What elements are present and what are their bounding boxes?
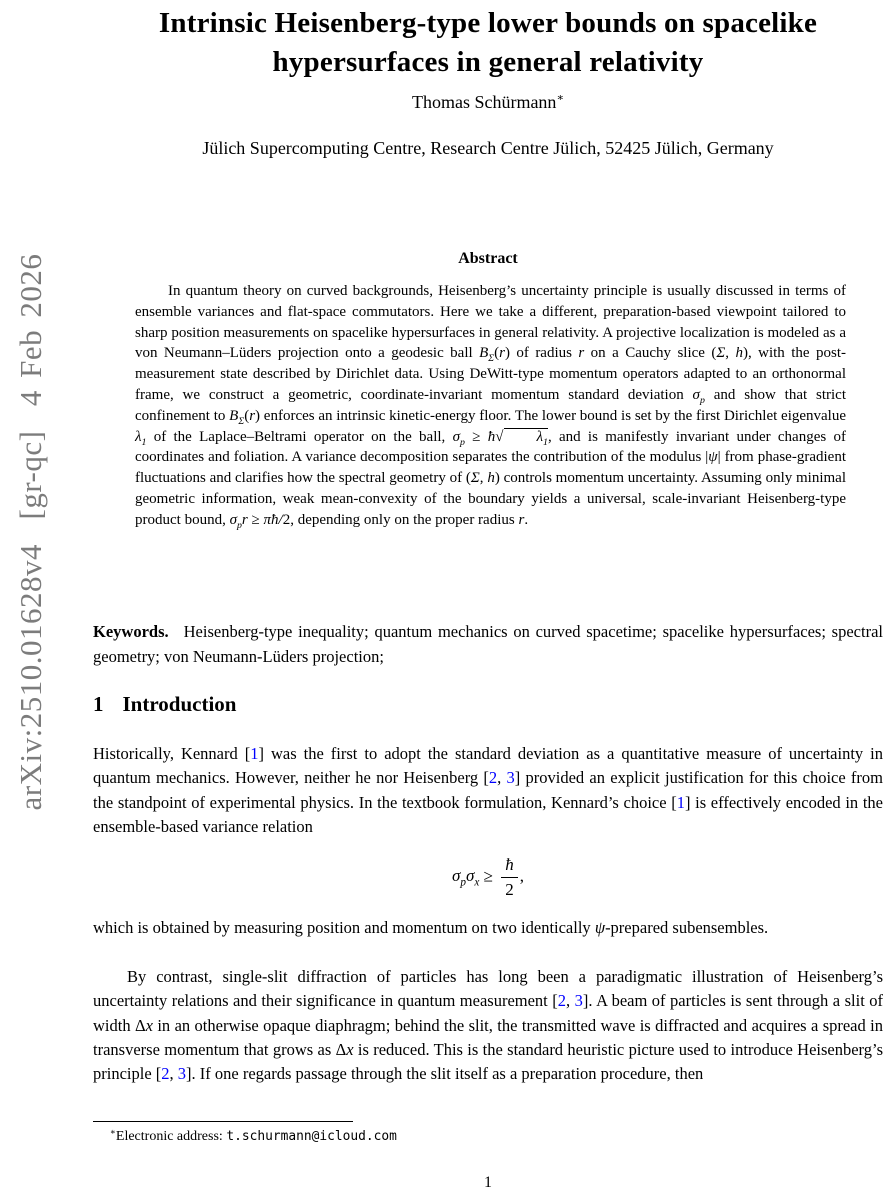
math-run: $B_\Sigma$	[479, 345, 495, 365]
equation-lhs	[452, 866, 498, 889]
text-run: in an otherwise opaque diaphragm; behind the slit, the transmitted wave is diffracted and acquires a spread in transverse momentum that grows as Δ	[93, 1015, 883, 1059]
math-run: r	[241, 511, 248, 528]
math-run: r	[249, 407, 256, 424]
keywords-label: Keywords.	[93, 622, 169, 641]
author	[93, 92, 883, 113]
math-run: h	[487, 470, 495, 487]
citation-link[interactable]: 2	[488, 768, 498, 788]
citation-link[interactable]: 3	[506, 768, 515, 788]
footnote-text: Electronic address:	[115, 1129, 227, 1144]
paper-title: Intrinsic Heisenberg-type lower bounds on spacelike hypersurfaces in general relativity	[158, 7, 818, 78]
intro-paragraph-3	[93, 965, 883, 1086]
equation-trailing-comma: ,	[519, 866, 524, 886]
citation-link[interactable]: 2	[557, 991, 567, 1011]
page-number: 1	[484, 1174, 492, 1191]
section-title: Introduction	[122, 692, 237, 716]
text-run: ]. A beam of particles is sent through a slit of width Δ	[93, 991, 884, 1035]
math-subscript: Σ	[238, 415, 245, 427]
keywords-text: Heisenberg-type inequality; quantum mechanics on curved spacetime; spacelike hypersurfaces; spectral geometry; von Neumann-Lüders projection;	[93, 622, 883, 666]
math-run: $\sigma_p$	[452, 866, 467, 889]
kennard-inequality-equation	[93, 855, 883, 900]
author-thanks-mark: ∗	[556, 92, 565, 104]
text-run: on a Cauchy slice (	[584, 345, 717, 362]
math-subscript: p	[460, 876, 467, 889]
text-run: , and is manifestly invariant under changes of coordinates and foliation. A variance decomposition separates the contribution of the modulus |	[135, 428, 846, 466]
text-run: (	[494, 345, 500, 362]
citation-link[interactable]: 1	[250, 744, 259, 763]
math-run: r	[499, 345, 505, 362]
math-run: ħ	[487, 428, 496, 445]
math-run: ψ	[708, 449, 718, 466]
math-subscript: p	[236, 519, 242, 531]
section-heading-introduction	[93, 692, 883, 717]
footnote	[93, 1126, 887, 1145]
text-run: √	[495, 428, 504, 445]
text-run: and show that strict confinement to	[135, 386, 846, 424]
text-run: ,	[725, 345, 736, 362]
math-run: Σ	[716, 345, 726, 362]
text-run: | from phase-gradient fluctuations and clarifies how the spectral geometry of (	[135, 449, 846, 487]
math-run: h	[735, 345, 743, 362]
text-run: -prepared subensembles.	[605, 918, 769, 937]
fraction-denominator: 2	[505, 880, 514, 899]
math-subscript: p	[699, 394, 705, 406]
math-run: r	[578, 345, 585, 362]
math-subscript: p	[460, 436, 465, 448]
text-run: of the Laplace–Beltrami operator on the ball,	[146, 428, 453, 445]
intro-paragraph-1	[93, 742, 883, 839]
text-run: ,	[497, 768, 507, 788]
text-run: Historically, Kennard [	[93, 744, 251, 763]
math-subscript: 1	[141, 436, 147, 448]
math-run: $\sigma_x$	[466, 866, 480, 889]
math-run: πħ/	[263, 511, 283, 528]
text-run: ) controls momentum uncertainty. Assuming only minimal geometric information, weak mean-convexity of the boundary yields a universal, scale-invariant Heisenberg-type product bound,	[135, 470, 847, 528]
footnote-email: t.schurmann@icloud.com	[226, 1129, 397, 1144]
text-run: which is obtained by measuring position and momentum on two identically	[93, 918, 595, 937]
abstract-heading: Abstract	[458, 250, 518, 267]
text-run: is reduced. This is the standard heuristic picture used to introduce Heisenberg’s principle [	[93, 1039, 883, 1084]
text-run: In quantum theory on curved backgrounds, Heisenberg’s uncertainty principle is usually discussed in terms of ensemble variances and flat-space commutators. Here we take a different, preparation-based viewpoint tailored to sharp position measurements on spacelike hypersurfaces in general relativity. A projective localization is modeled as a von Neumann–Lüders projection onto a geodesic ball	[135, 283, 846, 362]
intro-paragraph-2	[93, 916, 883, 940]
math-subscript: x	[474, 876, 480, 889]
text-run: ,	[566, 991, 575, 1011]
math-run: $B_\Sigma$	[229, 407, 245, 427]
abstract-text	[135, 281, 846, 531]
math-run: x	[346, 1039, 354, 1059]
equation-fraction	[501, 855, 518, 900]
math-run: $\sigma_p$	[452, 428, 465, 448]
text-run: ] is effectively encoded in the ensemble-based variance relation	[93, 792, 883, 836]
text-run: ,	[169, 1064, 178, 1084]
affiliation: Jülich Supercomputing Centre, Research Centre Jülich, 52425 Jülich, Germany	[202, 138, 774, 158]
keywords	[93, 619, 883, 669]
text-run: (	[244, 407, 250, 424]
section-number: 1	[93, 692, 104, 716]
text-run: By contrast, single-slit diffraction of particles has long been a paradigmatic illustration of Heisenberg’s uncertainty relations and their significance in quantum measurement [	[93, 967, 883, 1011]
text-run: ,	[479, 470, 488, 487]
math-subscript: Σ	[488, 353, 495, 365]
math-run: x	[145, 1015, 153, 1035]
citation-link[interactable]: 1	[676, 792, 685, 812]
text-run: 2	[282, 511, 291, 528]
citation-link[interactable]: 2	[161, 1064, 170, 1084]
text-run: ] provided an explicit justification for this choice from the standpoint of experimental physics. In the textbook formulation, Kennard’s choice [	[93, 768, 884, 812]
math-run: ψ	[594, 918, 606, 937]
author-name: Thomas Schürmann	[411, 92, 557, 112]
text-run: .	[524, 511, 529, 528]
text-run: ) enforces an intrinsic kinetic-energy floor. The lower bound is set by the first Dirichlet eigenvalue	[255, 407, 847, 424]
math-run: Σ	[470, 470, 480, 487]
text-run: ) of radius	[504, 345, 579, 362]
math-run: r	[518, 511, 525, 528]
text-run: ]. If one regards passage through the slit itself as a preparation procedure, then	[186, 1064, 704, 1084]
footnote-rule	[93, 1121, 353, 1122]
math-subscript: 1	[543, 436, 548, 448]
math-run: $\lambda_1$	[504, 428, 548, 446]
math-run: $\sigma_p$	[229, 511, 242, 531]
text-run: , depending only on the proper radius	[290, 511, 519, 528]
text-run: ≥	[464, 428, 488, 445]
footnote-mark: ∗	[110, 1126, 116, 1137]
math-run: $\sigma_p$	[692, 386, 705, 406]
fraction-numerator: ħ	[501, 855, 518, 878]
arxiv-watermark: arXiv:2510.01628v4 [gr-qc] 4 Feb 2026	[13, 253, 48, 811]
text-run: ≥	[479, 866, 498, 886]
text-run: ), with the post-measurement state described by Dirichlet data. Using DeWitt-type momentum operators adapted to an orthonormal frame, we construct a geometric, coordinate-invariant momentum standard deviation	[135, 345, 846, 403]
text-run: ≥	[247, 511, 264, 528]
text-run: ] was the first to adopt the standard deviation as a quantitative measure of uncertainty in quantum mechanics. However, neither he nor Heisenberg [	[93, 744, 883, 788]
citation-link[interactable]: 3	[177, 1064, 187, 1084]
math-run: $\lambda_1$	[135, 428, 147, 448]
citation-link[interactable]: 3	[574, 991, 583, 1011]
